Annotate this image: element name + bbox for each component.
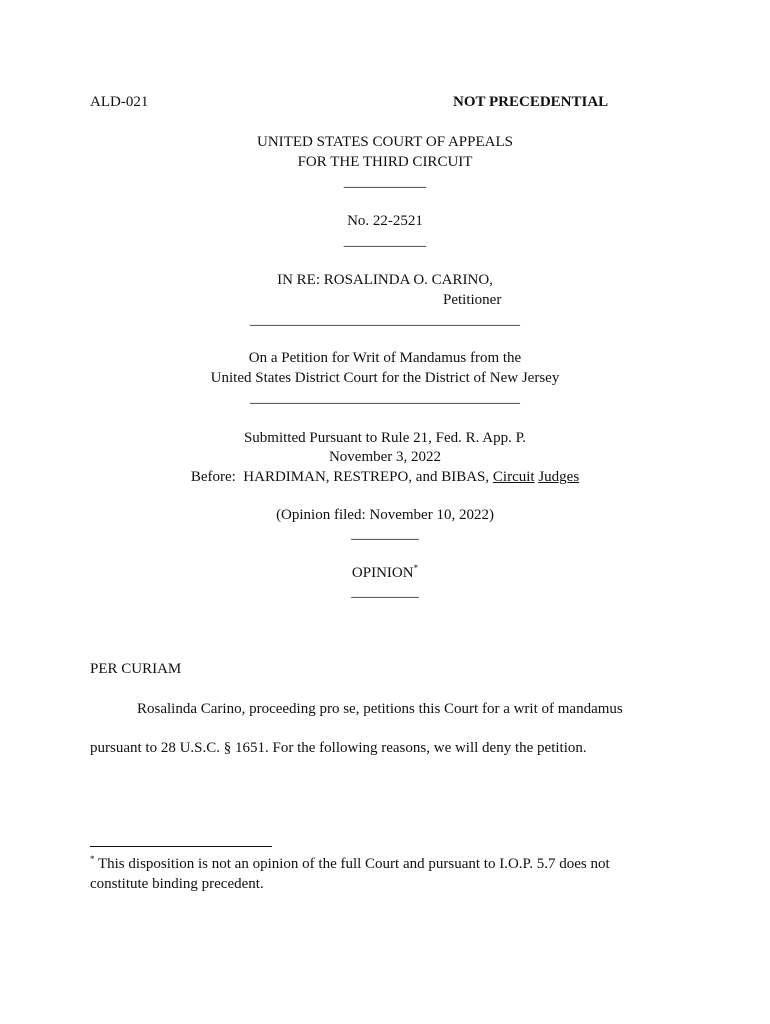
- precedential-status: NOT PRECEDENTIAL: [453, 94, 609, 110]
- opinion-filed-date: (Opinion filed: November 10, 2022): [276, 507, 494, 523]
- separator-5: _________: [351, 526, 419, 542]
- submission-rule: Submitted Pursuant to Rule 21, Fed. R. App. P.: [243, 430, 527, 446]
- panel-judges-names: Before: HARDIMAN, RESTREPO, and BIBAS,: [190, 469, 493, 485]
- opinion-title: OPINION: [351, 565, 414, 581]
- court-name-line2: FOR THE THIRD CIRCUIT: [297, 154, 473, 170]
- separator-2: ___________: [343, 233, 427, 249]
- case-caption: IN RE: ROSALINDA O. CARINO,: [277, 272, 493, 288]
- separator-6: _________: [351, 584, 419, 600]
- circuit-word: Circuit: [492, 469, 535, 485]
- judges-word: Judges: [538, 469, 580, 485]
- per-curiam-heading: PER CURIAM: [90, 661, 182, 677]
- case-number: No. 22-2521: [347, 213, 423, 229]
- separator-1: ___________: [343, 174, 427, 190]
- court-name-line1: UNITED STATES COURT OF APPEALS: [257, 134, 513, 150]
- panel-judges: [0, 470, 770, 485]
- document-code: ALD-021: [90, 94, 149, 110]
- opinion-heading: [0, 563, 770, 581]
- footnote-text: This disposition is not an opinion of the full Court and pursuant to I.O.P. 5.7 does not: [94, 856, 610, 872]
- body-paragraph-line2: pursuant to 28 U.S.C. § 1651. For the following reasons, we will deny the petition.: [90, 740, 587, 756]
- footnote-line1: [90, 854, 610, 872]
- petition-line2: United States District Court for the District of New Jersey: [210, 370, 560, 386]
- opinion-footnote-mark: *: [413, 563, 419, 573]
- footnote-divider: [90, 846, 272, 847]
- body-paragraph-line1: Rosalinda Carino, proceeding pro se, petitions this Court for a writ of mandamus: [137, 701, 623, 717]
- petitioner-role: Petitioner: [443, 292, 502, 308]
- separator-4: ____________________________________: [250, 390, 520, 406]
- submission-date: November 3, 2022: [328, 449, 442, 465]
- petition-line1: On a Petition for Writ of Mandamus from the: [248, 350, 522, 366]
- footnote-mark: *: [90, 854, 95, 864]
- footnote-line2: constitute binding precedent.: [90, 876, 264, 892]
- separator-3: ____________________________________: [250, 312, 520, 328]
